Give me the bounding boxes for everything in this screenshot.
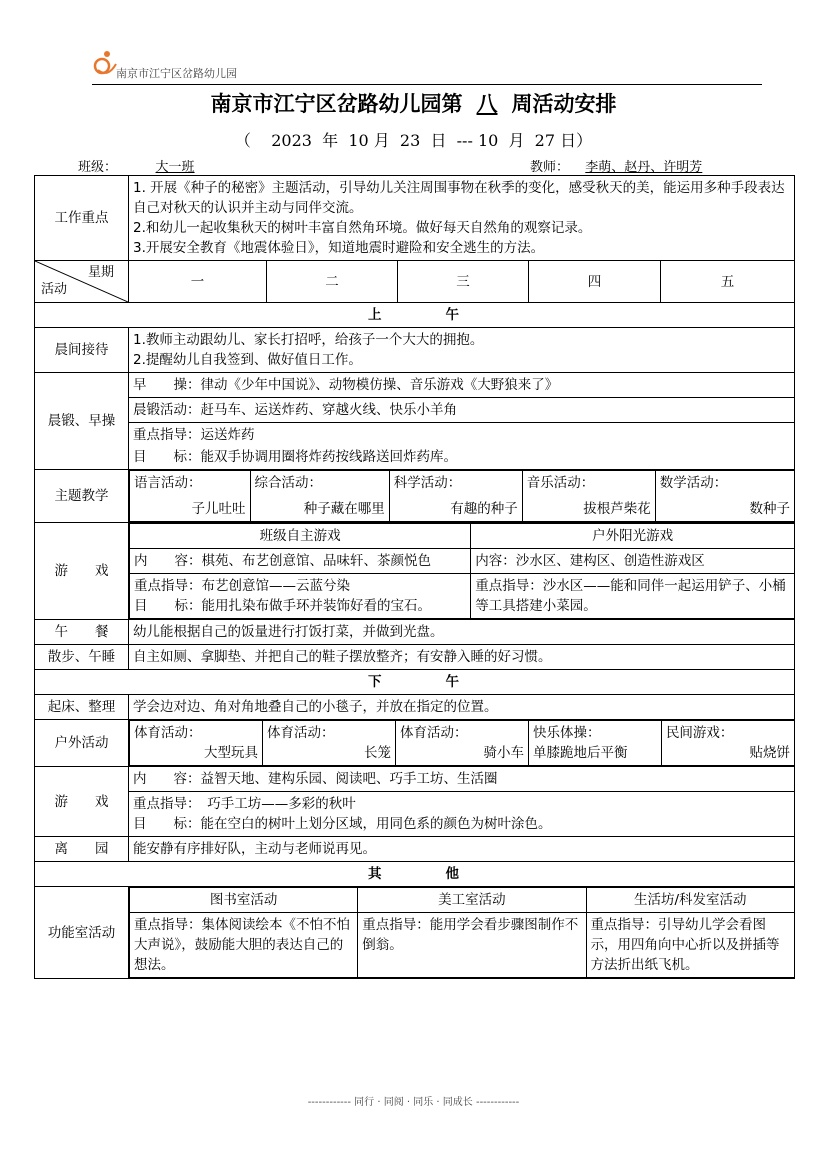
weekly-schedule-table [34,175,795,979]
theme-teaching-row: 主题教学 语言活动： 子儿吐吐 综合活动： 种子藏在哪里 科学活动： 有趣的种子 音乐活动： 拔根芦柴花 数学活动： 数种子 [35,470,795,523]
am-games-row: 游 戏 班级自主游戏 户外阳光游戏 内 容：棋苑、布艺创意馆、品味轩、茶颜悦色 内容：沙水区、建构区、创造性游戏区 重点指导：布艺创意馆——云蓝兮染 目 标：能用扎染布做手环并装饰好看的宝石。 重点指导：沙水区——能和同伴一起运用铲子、小桶等工具搭建小菜园。 [35,523,795,620]
lunch-row: 午 餐 幼儿能根据自己的饭量进行打饭打菜，并做到光盘。 [35,620,795,645]
day-monday: 一 [129,261,267,303]
outdoor-row: 户外活动 体育活动： 大型玩具 体育活动： 长笼 体育活动： 骑小车 快乐体操： 单膝跪地后平衡 民间游戏： 贴烧饼 [35,720,795,767]
leave-row: 离 园 能安静有序排好队，主动与老师说再见。 [35,837,795,862]
wake-row: 起床、整理 学会边对边、角对角地叠自己的小毯子，并放在指定的位置。 [35,695,795,720]
class-info: 班级： 大一班 [78,160,195,175]
day-tuesday: 二 [267,261,398,303]
morning-section-header: 上 午 [35,303,795,328]
work-focus-label: 工作重点 [35,176,129,261]
work-focus-content: 1. 开展《种子的秘密》主题活动，引导幼儿关注周围事物在秋季的变化，感受秋天的美，能运用多种手段表达自己对秋天的认识并主动与同伴交流。 2.和幼儿一起收集秋天的树叶丰富自然角环境。做好每天自然角的观察记录。 3.开展安全教育《地震体验日》，知道地震时避险和安全逃生的方法。 [129,176,795,261]
function-room-row: 功能室活动 图书室活动 美工室活动 生活坊/科发室活动 重点指导：集体阅读绘本《不怕不怕大声说》，鼓励能大胆的表达自己的想法。 重点指导：能用学会看步骤图制作不倒翁。 重点指导：引导幼儿学会看图示，用四角向中心折以及拼插等方法折出纸飞机。 [35,887,795,979]
exercise-row: 晨锻、早操 早 操：律动《少年中国说》、动物模仿操、音乐游戏《大野狼来了》 晨锻活动：赶马车、运送炸药、穿越火线、快乐小羊角 重点指导：运送炸药 目 标：能双手协调用圈将炸药按线路送回炸药库。 [35,373,795,470]
kindergarten-logo-icon [92,48,118,76]
weekday-header-row [35,261,795,303]
page-title: 南京市江宁区岔路幼儿园第 八 周活动安排 [210,91,617,116]
week-number: 八 [476,91,498,116]
day-wednesday: 三 [398,261,529,303]
teacher-info: 教师： 李萌、赵丹、许明芳 [530,160,703,175]
page-footer: ------------ 同行 · 同阅 · 同乐 · 同成长 ------------ [307,1097,520,1108]
day-thursday: 四 [529,261,661,303]
afternoon-section-header: 下 午 [35,670,795,695]
other-section-header: 其 他 [35,862,795,887]
page-header [92,44,762,85]
date-range: （ 2023 年 10 月 23 日 --- 10 月 27 日） [234,131,593,150]
header-org: 南京市江宁区岔路幼儿园 [116,67,237,80]
reception-row: 晨间接待 1.教师主动跟幼儿、家长打招呼，给孩子一个大大的拥抱。 2.提醒幼儿自我签到、做好值日工作。 [35,328,795,373]
nap-row: 散步、午睡 自主如厕、拿脚垫、并把自己的鞋子摆放整齐；有安静入睡的好习惯。 [35,645,795,670]
work-focus-row [35,176,795,261]
day-friday: 五 [661,261,795,303]
pm-games-row: 游 戏 内 容：益智天地、建构乐园、阅读吧、巧手工坊、生活圈 重点指导： 巧手工坊——多彩的秋叶 目 标：能在空白的树叶上划分区域，用同色系的颜色为树叶涂色。 [35,767,795,837]
diagonal-header-cell: 星期 活动 [35,261,129,303]
